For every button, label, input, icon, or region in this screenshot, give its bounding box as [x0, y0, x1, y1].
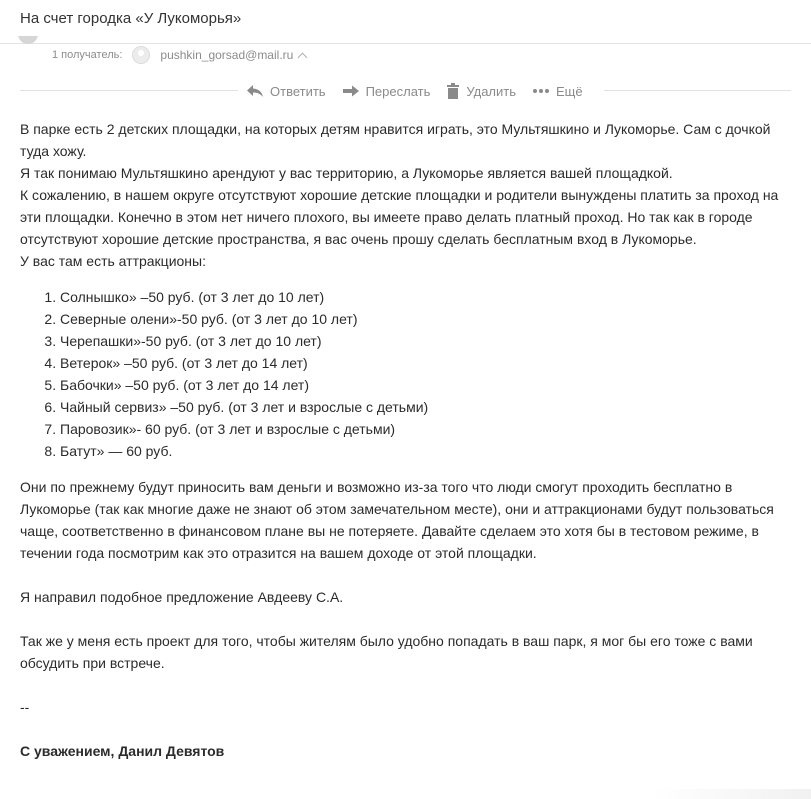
subject-bar [0, 0, 811, 44]
body-paragraph: К сожалению, в нашем округе отсутствуют хорошие детские площадки и родители вынуждены платить за проход на эти площадки. Конечно в этом нет ничего плохого, вы имеете право делать платный проход. Но так как в городе отсутствуют хорошие детские пространства, я вас очень прошу сделать бесплатным вход в Лукоморье. [20, 187, 779, 247]
list-item: 5. Бабочки» –50 руб. (от 3 лет до 14 лет) [60, 374, 800, 396]
recipient-email[interactable]: pushkin_gorsad@mail.ru [160, 48, 294, 62]
more-icon [532, 88, 550, 94]
list-item: 4. Ветерок» –50 руб. (от 3 лет до 14 лет) [60, 352, 800, 374]
recipients-row [52, 46, 306, 64]
body-paragraph: У вас там есть аттракционы: [20, 253, 206, 269]
signature-separator: -- [20, 699, 30, 715]
more-label: Ещё [556, 83, 583, 99]
more-button[interactable] [532, 84, 583, 99]
delete-label: Удалить [466, 83, 517, 99]
reply-icon [246, 84, 264, 98]
list-item: 6. Чайный сервиз» –50 руб. (от 3 лет и взрослые с детьми) [60, 396, 800, 418]
reply-label: Ответить [270, 83, 326, 99]
recipient-avatar [132, 46, 150, 64]
toolbar-divider-left [20, 90, 238, 91]
message-body [20, 118, 800, 762]
toolbar-actions [246, 80, 599, 102]
body-paragraph: Они по прежнему будут приносить вам деньги и возможно из-за того что люди смогут проходить бесплатно в Лукоморье (так как многие даже не знают об этом замечательном месте), они и аттракционами будут пользоваться чаще, соответственно в финансовом плане вы не потеряете. Давайте сделаем это хотя бы в тестовом режиме, в течении года посмотрим как это отразится на вашем доходе от этой площадки. [20, 479, 774, 561]
trash-icon [446, 83, 460, 99]
body-paragraph: Так же у меня есть проект для того, чтобы жителям было удобно попадать в ваш парк, я мог бы его тоже с вами обсудить при встрече. [20, 633, 753, 671]
list-item: 8. Батут» — 60 руб. [60, 440, 800, 462]
chevron-up-icon[interactable] [298, 52, 308, 62]
recipients-count: 1 получатель: [52, 49, 123, 61]
list-item: 1. Солнышко» –50 руб. (от 3 лет до 10 лет) [60, 286, 800, 308]
body-paragraph: Я так понимаю Мультяшкино арендуют у вас территорию, а Лукоморье является вашей площадкой. [20, 165, 673, 181]
email-subject: На счет городка «У Лукоморья» [20, 10, 242, 27]
scroll-fade [651, 789, 811, 799]
body-paragraph: Я направил подобное предложение Авдееву С.А. [20, 589, 344, 605]
delete-button[interactable] [446, 83, 516, 99]
body-paragraph: В парке есть 2 детских площадки, на которых детям нравится играть, это Мультяшкино и Лукоморье. Сам с дочкой туда хожу. [20, 121, 771, 159]
forward-label: Переслать [365, 83, 431, 99]
list-item: 3. Черепашки»-50 руб. (от 3 лет до 10 лет) [60, 330, 800, 352]
forward-button[interactable] [342, 84, 431, 99]
signature: С уважением, Данил Девятов [20, 743, 225, 759]
message-toolbar [20, 80, 791, 102]
list-item: 2. Северные олени»-50 руб. (от 3 лет до 10 лет) [60, 308, 800, 330]
forward-icon [342, 84, 360, 98]
sender-avatar[interactable] [18, 36, 38, 46]
list-item: 7. Паровозик»- 60 руб. (от 3 лет и взрослые с детьми) [60, 418, 800, 440]
toolbar-divider-right [604, 90, 791, 91]
reply-button[interactable] [246, 84, 326, 99]
attractions-list [20, 286, 800, 462]
